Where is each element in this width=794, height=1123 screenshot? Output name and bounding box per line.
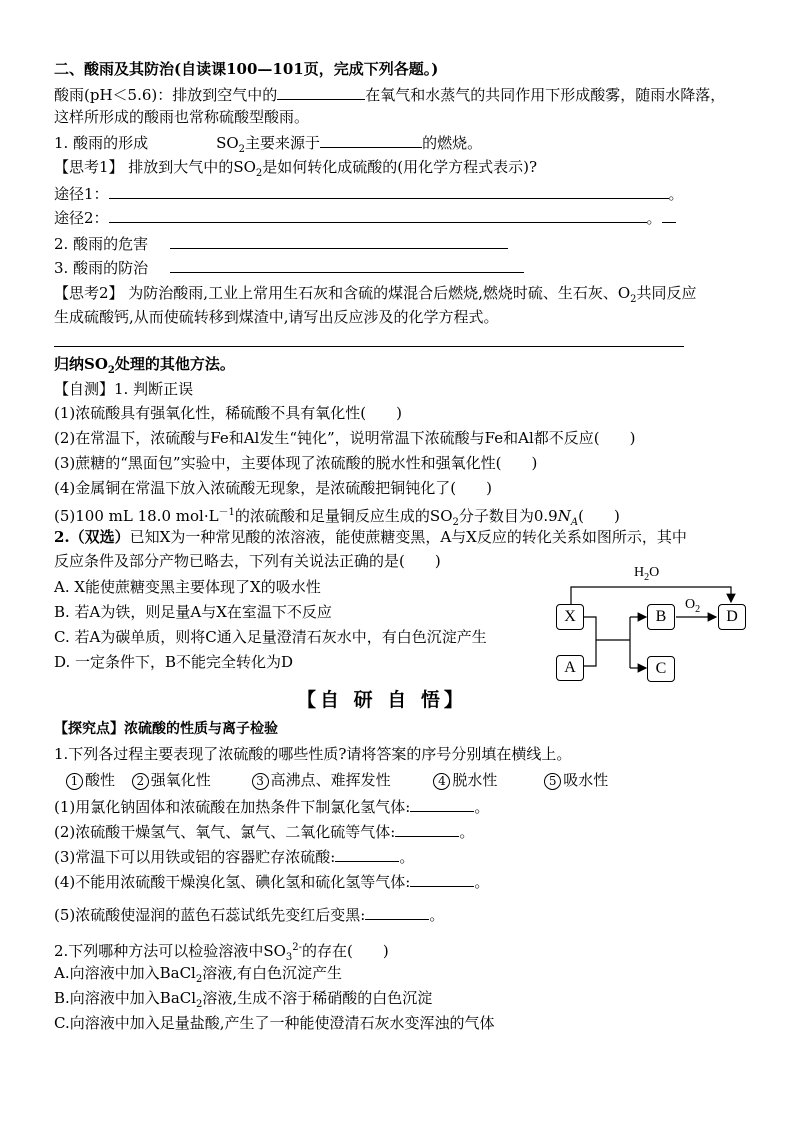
property-2 xyxy=(132,771,211,789)
subscript: 2 xyxy=(452,517,459,528)
item-prevention xyxy=(54,258,524,277)
summary-text: 归纳SO xyxy=(54,355,108,373)
j5-text-d: ( ) xyxy=(578,507,620,525)
item-prevention-label: 3. 酸雨的防治 xyxy=(54,259,149,277)
property-label: 酸性 xyxy=(85,771,116,789)
superscript: 2- xyxy=(292,942,303,953)
subscript: 2 xyxy=(695,603,701,615)
blank-line[interactable] xyxy=(109,208,647,223)
research-q1: 1.下列各过程主要表现了浓硫酸的哪些性质?请将答案的序号分别填在横线上。 xyxy=(54,745,572,763)
property-1 xyxy=(66,771,115,789)
think-2-text: 【思考2】 为防治酸雨,工业上常用生石灰和含硫的煤混合后燃烧,燃烧时硫、生石灰、O xyxy=(54,284,631,302)
blank-line[interactable] xyxy=(662,208,676,223)
path-1-label: 途径1： xyxy=(54,185,109,203)
period: 。 xyxy=(459,823,475,841)
judge-item-2: (2)在常温下，浓硫酸与Fe和Al发生“钝化”，说明常温下浓硫酸与Fe和Al都不反应( ) xyxy=(54,429,636,447)
pq-text: (2)浓硫酸干燥氢气、氧气、氯气、二氧化硫等气体: xyxy=(54,823,396,841)
property-list xyxy=(66,771,608,790)
subscript: 2 xyxy=(630,294,637,305)
item-harm-label: 2. 酸雨的危害 xyxy=(54,235,149,253)
answer-blank[interactable] xyxy=(395,822,459,837)
opt-text: A.向溶液中加入BaCl xyxy=(54,964,196,982)
blank-line[interactable] xyxy=(109,184,669,199)
selftest-head: 【自测】1. 判断正误 xyxy=(54,380,194,398)
intro-text-b: 在氧气和水蒸气的共同作用下形成酸雾，随雨水降落， xyxy=(365,86,726,104)
section-heading: 【自 研 自 悟】 xyxy=(297,689,467,711)
property-label: 吸水性 xyxy=(563,771,609,789)
node-d: D xyxy=(718,604,746,630)
circled-number: 2 xyxy=(132,773,149,790)
option-a: A. X能使蔗糖变黑主要体现了X的吸水性 xyxy=(54,578,321,596)
circled-number: 4 xyxy=(433,773,450,790)
label-o2: O xyxy=(685,597,696,612)
summary-text-b: 处理的其他方法。 xyxy=(114,355,235,373)
property-label: 高沸点、难挥发性 xyxy=(270,771,391,789)
answer-blank[interactable] xyxy=(410,797,474,812)
think-1-text: 【思考1】 排放到大气中的SO xyxy=(54,158,256,176)
answer-blank[interactable] xyxy=(335,847,399,862)
subscript: 2 xyxy=(107,365,115,376)
source-text: 主要来源于 xyxy=(245,134,321,152)
path-2-label: 途径2： xyxy=(54,209,109,227)
subscript: 2 xyxy=(195,974,203,985)
j5-text-a: (5)100 mL 18.0 mol·L xyxy=(54,507,219,525)
think-2-text-b: 共同反应 xyxy=(636,284,697,302)
acid-rain-intro xyxy=(54,85,725,104)
rq2-option-a xyxy=(54,964,342,989)
pq-text: (3)常温下可以用铁或铝的容器贮存浓硫酸: xyxy=(54,848,336,866)
period: 。 xyxy=(474,798,490,816)
property-q4 xyxy=(54,872,489,891)
judge-item-3: (3)蔗糖的“黑面包”实验中，主要体现了浓硫酸的脱水性和强氧化性( ) xyxy=(54,454,538,472)
subscript: 3 xyxy=(285,952,293,963)
period: 。 xyxy=(474,873,490,891)
question-2 xyxy=(54,528,687,546)
property-label: 强氧化性 xyxy=(150,771,211,789)
blank-line[interactable] xyxy=(170,234,508,249)
circled-number: 5 xyxy=(544,773,561,790)
subscript: 2 xyxy=(238,144,246,155)
so2-text: SO xyxy=(216,134,239,152)
node-b: B xyxy=(647,604,675,630)
superscript: －1 xyxy=(218,507,235,518)
pq-text: (1)用氯化钠固体和浓硫酸在加热条件下制氯化氢气体: xyxy=(54,798,411,816)
answer-line[interactable] xyxy=(54,346,684,347)
rq2-option-c: C.向溶液中加入足量盐酸,产生了一种能使澄清石灰水变浑浊的气体 xyxy=(54,1014,495,1032)
explore-point xyxy=(54,720,278,738)
node-c: C xyxy=(647,656,675,682)
research-q2 xyxy=(54,939,389,967)
path-2 xyxy=(54,208,676,227)
node-x: X xyxy=(556,604,584,630)
answer-blank[interactable] xyxy=(410,872,474,887)
subscript: A xyxy=(570,517,579,528)
property-label: 脱水性 xyxy=(452,771,498,789)
think-1 xyxy=(54,158,537,183)
label-water xyxy=(634,565,659,583)
subscript: 2 xyxy=(644,571,650,583)
pq-text: (4)不能用浓硫酸干燥溴化氢、碘化氢和硫化氢等气体: xyxy=(54,873,411,891)
property-3 xyxy=(252,771,391,789)
label-o: O xyxy=(649,565,660,580)
rq2-text: 2.下列哪种方法可以检验溶液中SO xyxy=(54,942,286,960)
subscript: 2 xyxy=(196,999,203,1010)
property-q5 xyxy=(54,905,444,924)
question-2-tag: 2.（双选） xyxy=(54,528,130,546)
property-q2 xyxy=(54,822,474,841)
node-a: A xyxy=(556,655,584,681)
section-title: 二、酸雨及其防治(自读课100—101页，完成下列各题。) xyxy=(54,60,439,78)
period: 。 xyxy=(668,185,684,203)
judge-item-1: (1)浓硫酸具有强氧化性，稀硫酸不具有氧化性( ) xyxy=(54,404,402,422)
question-2-cont: 反应条件及部分产物已略去，下列有关说法正确的是( ) xyxy=(54,552,441,570)
option-b: B. 若A为铁，则足量A与X在室温下不反应 xyxy=(54,603,332,621)
opt-text-b: 溶液,有白色沉淀产生 xyxy=(202,964,342,982)
j5-text-b: 的浓硫酸和足量铜反应生成的SO xyxy=(234,507,453,525)
circled-number: 1 xyxy=(66,773,83,790)
think-1-text-b: 是如何转化成硫酸的(用化学方程式表示)? xyxy=(262,158,538,176)
answer-blank[interactable] xyxy=(365,905,429,920)
intro-text-a: 酸雨(pH＜5.6)：排放到空气中的 xyxy=(54,86,278,104)
j5-text-c: 分子数目为0.9 xyxy=(458,507,558,525)
path-1 xyxy=(54,184,684,203)
pq-text: (5)浓硫酸使湿润的蓝色石蕊试纸先变红后变黑: xyxy=(54,906,366,924)
explore-tag: 【探究点】 xyxy=(54,721,124,737)
subscript: 2 xyxy=(255,168,263,179)
blank-line[interactable] xyxy=(277,85,365,100)
burning-text: 的燃烧。 xyxy=(422,134,483,152)
rq2-option-b xyxy=(54,989,432,1014)
avogadro-symbol: N xyxy=(557,507,571,525)
think-2-cont: 生成硫酸钙,从而使硫转移到煤渣中,请写出反应涉及的化学方程式。 xyxy=(54,308,499,326)
circled-number: 3 xyxy=(252,773,269,790)
property-4 xyxy=(433,771,497,789)
rq2-text-b: 的存在( ) xyxy=(302,942,389,960)
item-harm xyxy=(54,234,508,253)
explore-title: 浓硫酸的性质与离子检验 xyxy=(124,721,278,737)
judge-item-4: (4)金属铜在常温下放入浓硫酸无现象，是浓硫酸把铜钝化了( ) xyxy=(54,479,492,497)
reaction-diagram xyxy=(548,562,748,684)
option-d: D. 一定条件下，B不能完全转化为D xyxy=(54,653,294,671)
property-q3 xyxy=(54,847,414,866)
opt-text: B.向溶液中加入BaCl xyxy=(54,989,197,1007)
blank-line[interactable] xyxy=(170,258,524,273)
blank-line[interactable] xyxy=(320,133,422,148)
question-2-text: 已知X为一种常见酸的浓溶液，能使蔗糖变黑，A与X反应的转化关系如图所示，其中 xyxy=(129,528,687,546)
item-formation-label: 1. 酸雨的形成 xyxy=(54,134,149,152)
summary xyxy=(54,355,235,380)
period: 。 xyxy=(646,209,662,227)
opt-text-b: 溶液,生成不溶于稀硝酸的白色沉淀 xyxy=(202,989,433,1007)
property-5 xyxy=(544,771,608,789)
label-oxygen xyxy=(685,597,700,615)
option-c: C. 若A为碳单质，则将C通入足量澄清石灰水中，有白色沉淀产生 xyxy=(54,628,487,646)
property-q1 xyxy=(54,797,489,816)
period: 。 xyxy=(429,906,445,924)
think-2 xyxy=(54,284,697,309)
acid-rain-intro-cont: 这样所形成的酸雨也常称硫酸型酸雨。 xyxy=(54,108,310,126)
item-formation xyxy=(54,133,482,159)
period: 。 xyxy=(399,848,415,866)
label-h: H xyxy=(634,565,645,580)
